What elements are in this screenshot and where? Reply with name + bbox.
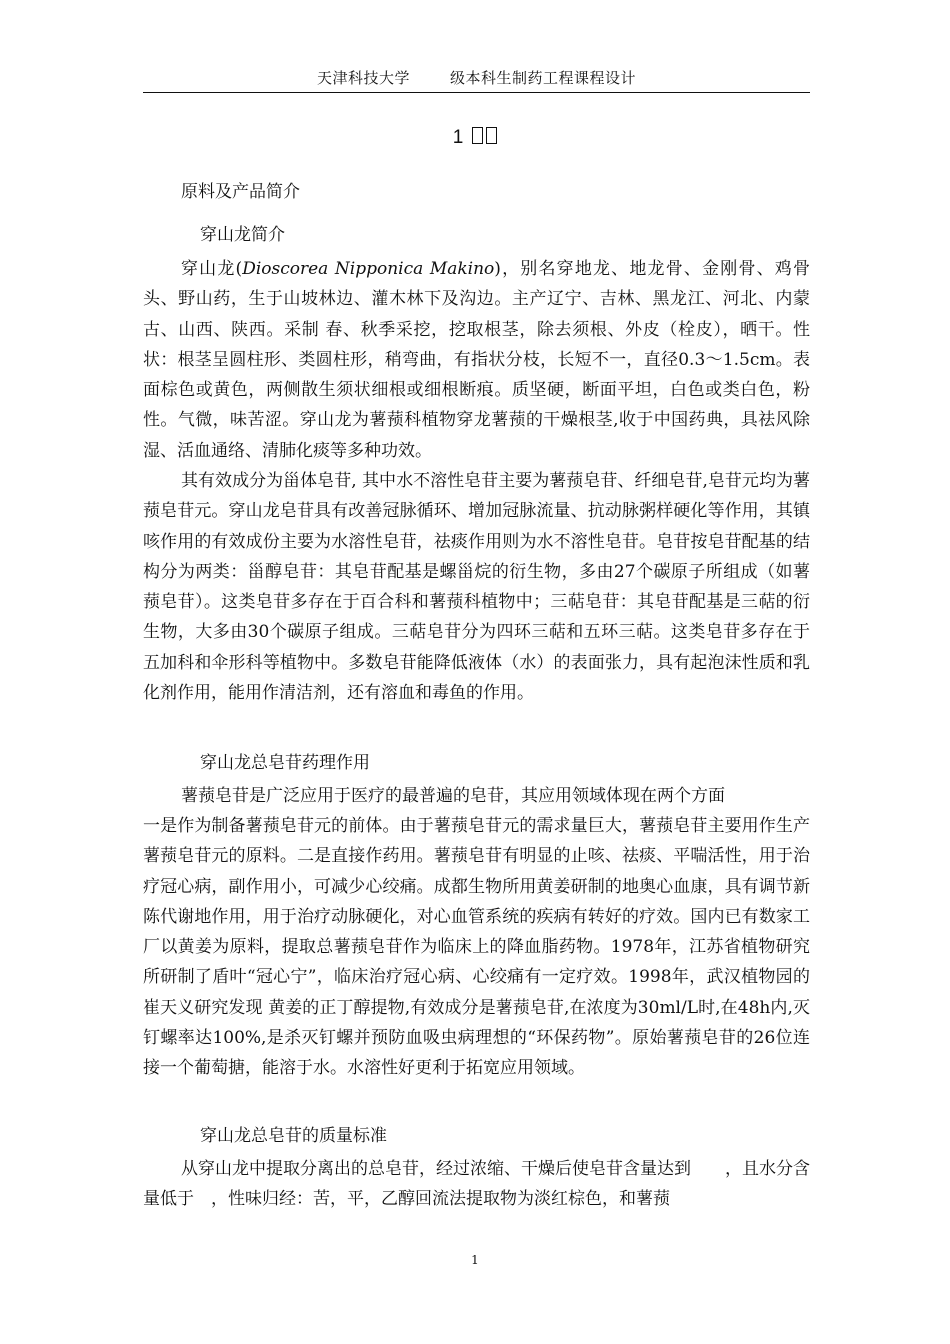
section-heading-1-2: 穿山龙总皂苷药理作用 xyxy=(200,753,370,773)
paragraph-intro xyxy=(143,254,810,466)
paragraph-quality: 从穿山龙中提取分离出的总皂苷，经过浓缩、干燥后使皂苷含量达到 ，且水分含量低于 ，性味归经：苦，平，乙醇回流法提取物为淡红棕色，和薯蓣 xyxy=(143,1159,810,1210)
page-number: 1 xyxy=(471,1253,479,1267)
paragraph-components: 其有效成分为甾体皂苷, 其中水不溶性皂苷主要为薯蓣皂苷、纤细皂苷,皂苷元均为薯蓣皂苷元。穿山龙皂苷具有改善冠脉循环、增加冠脉流量、抗动脉粥样硬化等作用，其镇咳作用的有效成份主要为水溶性皂苷，祛痰作用则为水不溶性皂苷。皂苷按皂苷配基的结构分为两类：甾醇皂苷：其皂苷配基是螺甾烷的衍生物，多由27个碳原子所组成（如薯蓣皂苷）。这类皂苷多存在于百合科和薯蓣科植物中；三萜皂苷：其皂苷配基是三萜的衍生物，大多由30个碳原子组成。三萜皂苷分为四环三萜和五环三萜。这类皂苷多存在于五加科和伞形科等植物中。多数皂苷能降低液体（水）的表面张力，具有起泡沫性质和乳化剂作用，能用作清洁剂，还有溶血和毒鱼的作用。 xyxy=(143,471,810,704)
missing-glyph-icon xyxy=(486,127,497,144)
header-text xyxy=(143,68,810,88)
section-heading-1: 原料及产品简介 xyxy=(181,182,300,202)
section-heading-1-1: 穿山龙简介 xyxy=(200,225,285,245)
paragraph-pharmacology-first: 薯蓣皂苷是广泛应用于医疗的最普遍的皂苷，其应用领域体现在两个方面 xyxy=(181,786,725,806)
chapter-title xyxy=(0,124,950,151)
paragraph-intro-rest: )，别名穿地龙、地龙骨、金刚骨、鸡骨头、野山药，生于山坡林边、灌木林下及沟边。主产辽宁、吉林、黑龙江、河北、内蒙古、山西、陕西。采制 春、秋季采挖，挖取根茎，除去须根、外皮（栓皮），晒干。性状：根茎呈圆柱形、类圆柱形，稍弯曲，有指状分枝，长短不一，直径0.3～1.5cm。表面棕色或黄色，两侧散生须状细根或细根断痕。质坚硬，断面平坦，白色或类白色，粉性。气微，味苦涩。穿山龙为薯蓣科植物穿龙薯蓣的干燥根茎,收于中国药典，具祛风除湿、活血通络、清肺化痰等多种功效。 xyxy=(143,259,810,461)
chapter-number: 1 xyxy=(452,127,464,148)
section-heading-1-3: 穿山龙总皂苷的质量标准 xyxy=(200,1126,387,1146)
header-university: 天津科技大学 xyxy=(316,69,410,87)
paragraph-pharmacology: 一是作为制备薯蓣皂苷元的前体。由于薯蓣皂苷元的需求量巨大，薯蓣皂苷主要用作生产薯蓣皂苷元的原料。二是直接作药用。薯蓣皂苷有明显的止咳、祛痰、平喘活性，用于治疗冠心病，副作用小，可减少心绞痛。成都生物所用黄姜研制的地奥心血康，具有调节新陈代谢地作用，用于治疗动脉硬化，对心血管系统的疾病有转好的疗效。国内已有数家工厂以黄姜为原料，提取总薯蓣皂苷作为临床上的降血脂药物。1978年，江苏省植物研究所研制了盾叶“冠心宁”，临床治疗冠心病、心绞痛有一定疗效。1998年，武汉植物园的崔天义研究发现 黄姜的正丁醇提物,有效成分是薯蓣皂苷,在浓度为30ml/L时,在48h内,灭钉螺率达100%,是杀灭钉螺并预防血吸虫病理想的“环保药物”。原始薯蓣皂苷的26位连接一个葡萄搪，能溶于水。水溶性好更利于拓宽应用领域。 xyxy=(143,816,810,1079)
paragraph-intro-lead: 穿山龙( xyxy=(181,259,243,279)
missing-glyph-icon xyxy=(472,127,483,144)
header-course: 级本科生制药工程课程设计 xyxy=(450,69,637,87)
running-header xyxy=(143,68,810,93)
latin-name: Dioscorea Nipponica Makino xyxy=(242,259,495,279)
